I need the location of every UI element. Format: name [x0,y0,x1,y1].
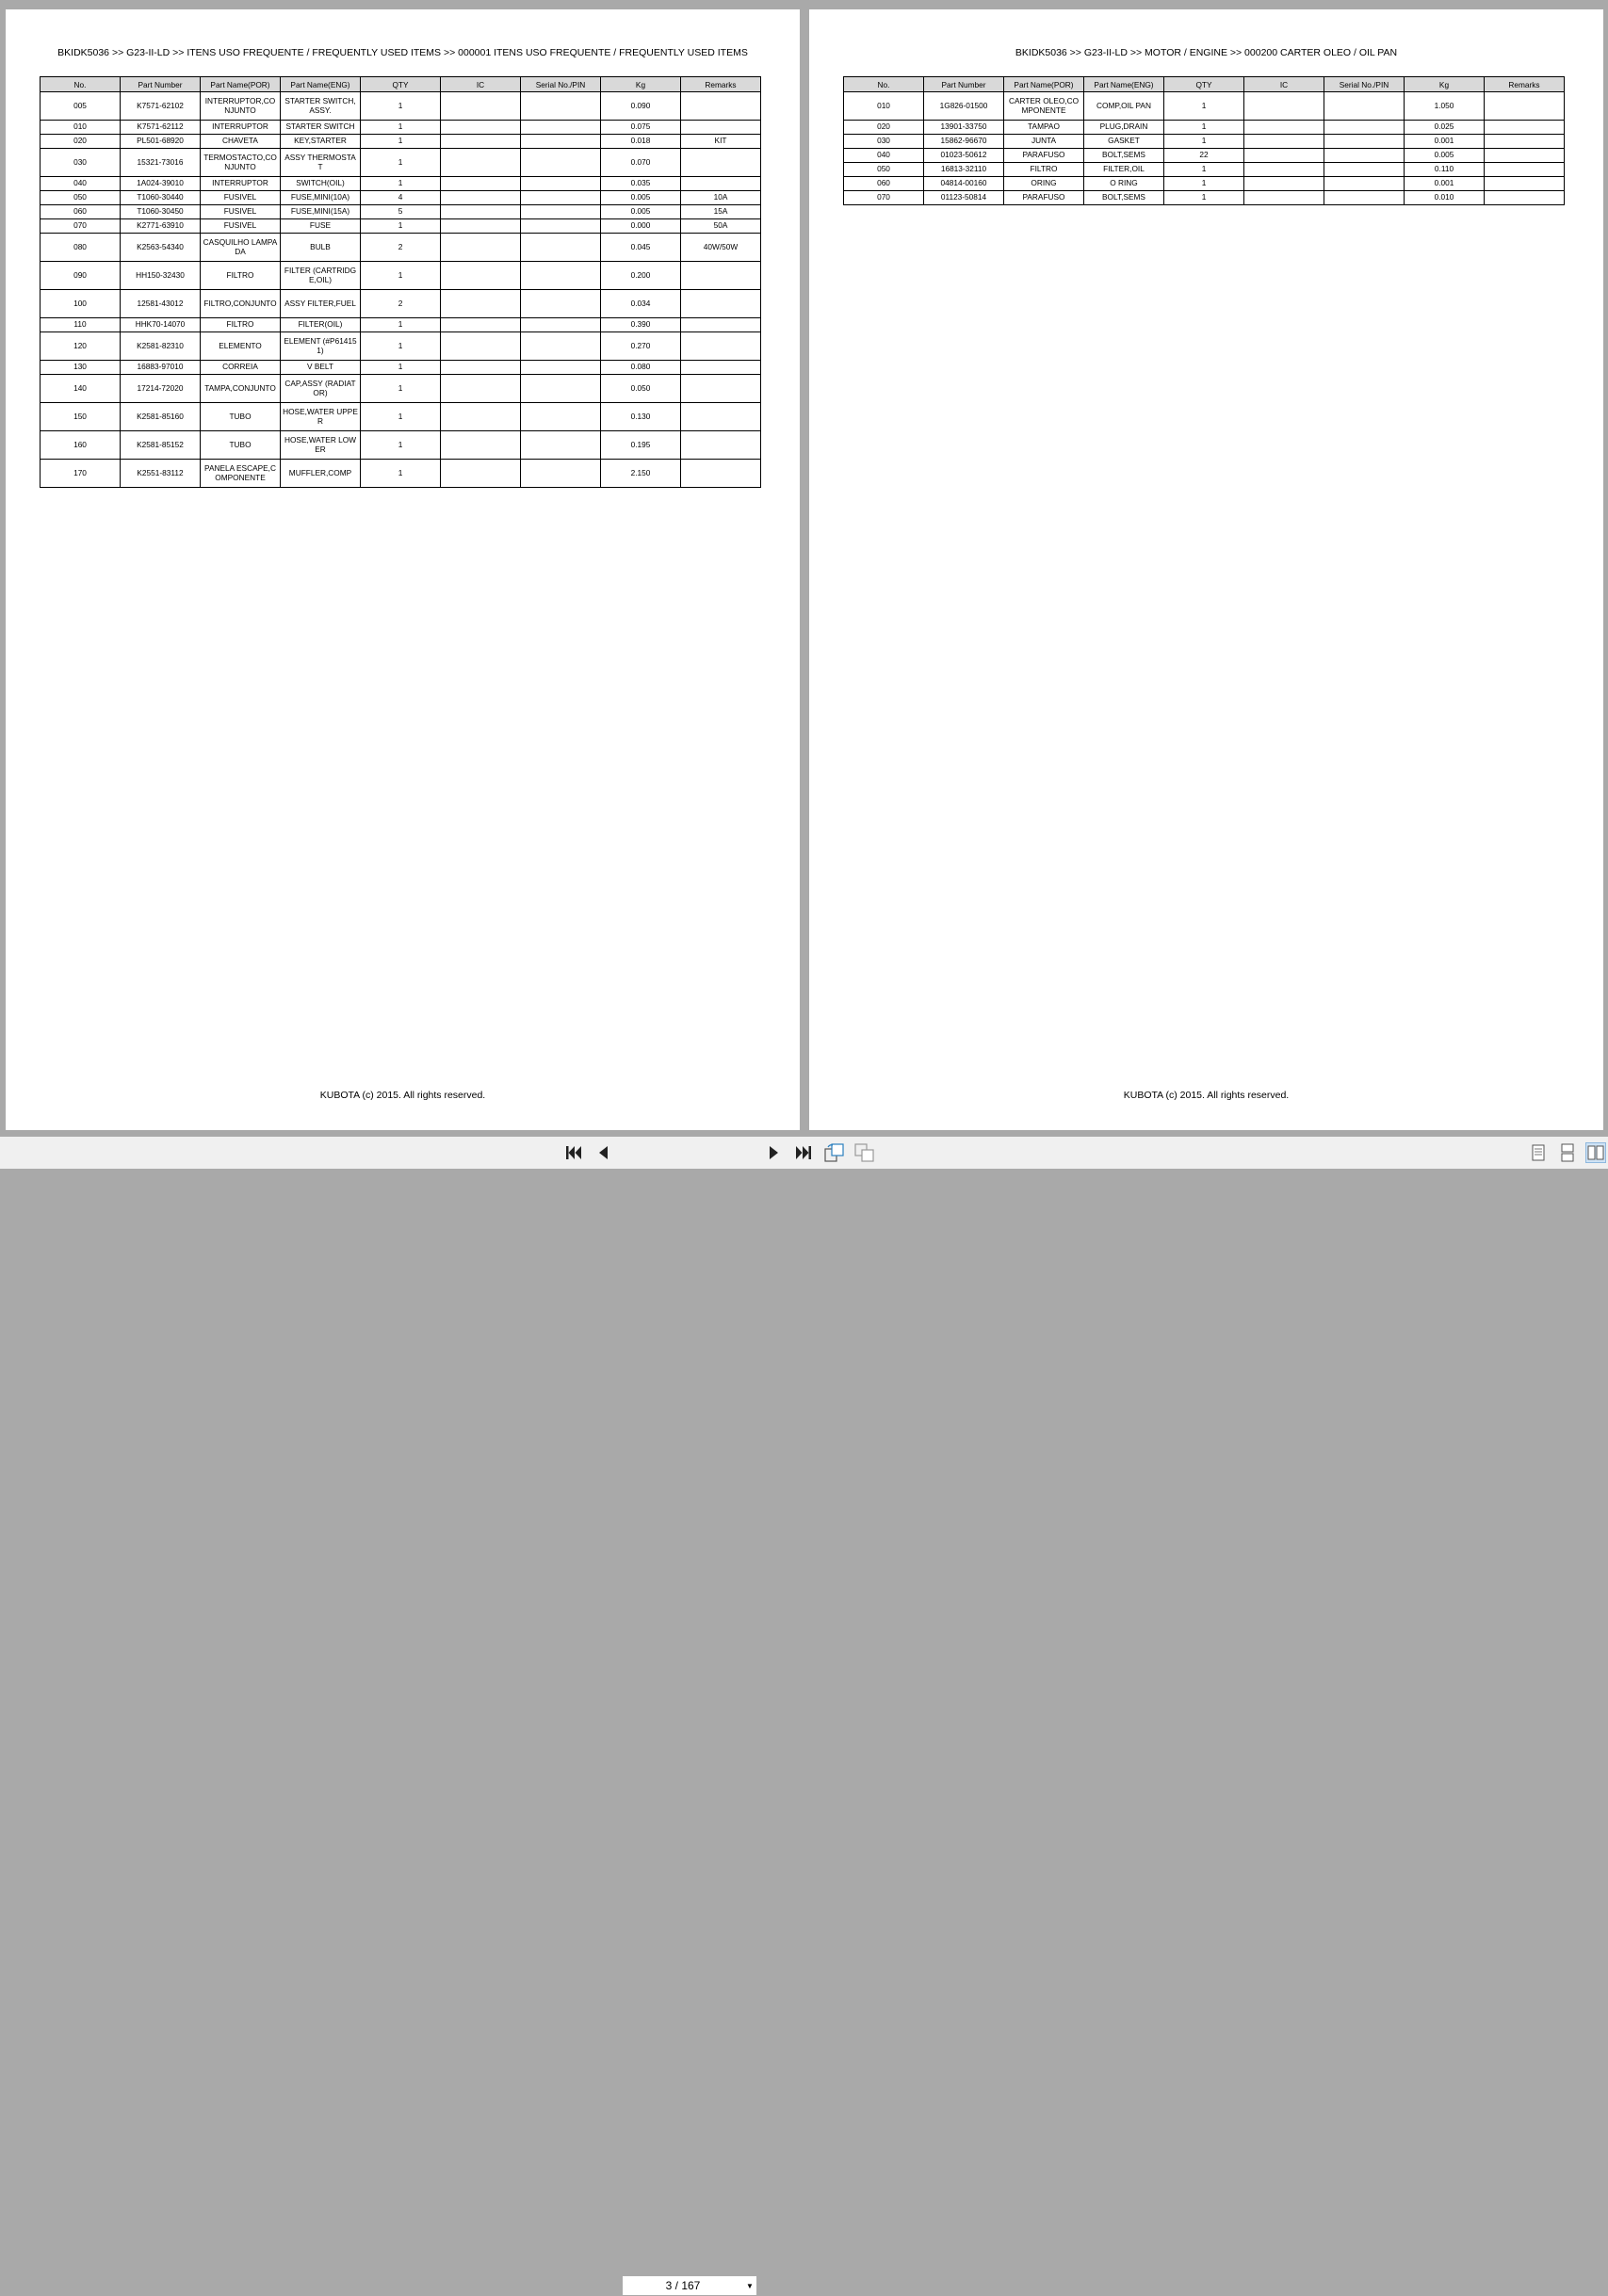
table-cell: 1 [1164,177,1244,191]
table-cell: 0.050 [601,375,681,403]
table-cell: 1 [1164,121,1244,135]
table-cell [681,460,761,488]
table-cell: 070 [41,219,121,234]
column-header: Kg [1405,77,1485,92]
table-cell: HOSE,WATER LOWER [281,431,361,460]
table-cell: 0.270 [601,332,681,361]
table-cell [441,431,521,460]
table-cell [441,219,521,234]
table-cell: 020 [844,121,924,135]
table-cell: GASKET [1084,135,1164,149]
table-cell: 16883-97010 [121,361,201,375]
column-header: IC [1244,77,1324,92]
table-cell: 120 [41,332,121,361]
table-cell: 050 [41,191,121,205]
select-icon[interactable] [853,1142,876,1163]
table-cell: INTERRUPTOR [201,177,281,191]
table-cell: KIT [681,135,761,149]
table-row [41,177,761,191]
table-cell [521,290,601,318]
table-cell: 1 [1164,191,1244,205]
table-cell: BULB [281,234,361,262]
table-cell: 13901-33750 [924,121,1004,135]
table-cell [521,219,601,234]
table-cell [441,318,521,332]
table-header-row [41,77,761,92]
table-cell: 16813-32110 [924,163,1004,177]
table-cell: 040 [844,149,924,163]
next-page-icon[interactable] [765,1142,784,1163]
table-cell [1244,121,1324,135]
table-cell: ASSY FILTER,FUEL [281,290,361,318]
column-header: Part Name(POR) [1004,77,1084,92]
table-cell [1324,135,1405,149]
table-cell: 100 [41,290,121,318]
table-cell [1485,191,1565,205]
table-cell [1244,191,1324,205]
table-cell: FUSE,MINI(15A) [281,205,361,219]
table-cell: 1 [361,262,441,290]
table-cell: 15321-73016 [121,149,201,177]
table-row [41,361,761,375]
table-cell: 1 [361,460,441,488]
table-row [41,121,761,135]
column-header: Kg [601,77,681,92]
page-header: BKIDK5036 >> G23-II-LD >> ITENS USO FREQUENTE / FREQUENTLY USED ITEMS >> 000001 ITENS USO FREQUENTE / FREQUENTLY USED ITEMS [57,47,748,58]
table-row [41,205,761,219]
table-row [41,431,761,460]
table-cell [521,149,601,177]
table-cell: 0.080 [601,361,681,375]
table-cell: 1 [361,431,441,460]
table-cell [441,149,521,177]
table-cell: 0.090 [601,92,681,121]
table-cell [1324,163,1405,177]
column-header: Remarks [1485,77,1565,92]
pdf-page-right [809,9,1603,1130]
table-cell: STARTER SWITCH [281,121,361,135]
table-cell: 1 [1164,163,1244,177]
table-cell [1244,163,1324,177]
table-cell: 1 [361,332,441,361]
column-header: No. [844,77,924,92]
table-cell [521,403,601,431]
table-cell: FILTER (CARTRIDGE,OIL) [281,262,361,290]
table-cell: K7571-62102 [121,92,201,121]
table-cell: COMP,OIL PAN [1084,92,1164,121]
table-cell [521,361,601,375]
table-cell: T1060-30450 [121,205,201,219]
table-cell: CORREIA [201,361,281,375]
table-cell: 020 [41,135,121,149]
table-cell: TAMPA,CONJUNTO [201,375,281,403]
column-header: QTY [361,77,441,92]
table-cell: 1 [361,318,441,332]
table-row [41,262,761,290]
table-cell [681,332,761,361]
table-cell [1485,135,1565,149]
table-cell [1324,92,1405,121]
table-cell: FILTRO [201,262,281,290]
parts-table [843,76,1565,205]
table-cell: 1 [1164,92,1244,121]
table-cell: JUNTA [1004,135,1084,149]
table-cell [681,403,761,431]
table-cell: PARAFUSO [1004,149,1084,163]
table-row [41,135,761,149]
table-row [41,403,761,431]
table-cell: FILTER(OIL) [281,318,361,332]
table-cell [681,92,761,121]
table-cell: 17214-72020 [121,375,201,403]
table-cell: STARTER SWITCH,ASSY. [281,92,361,121]
table-cell [441,332,521,361]
table-cell: FUSE,MINI(10A) [281,191,361,205]
column-header: IC [441,77,521,92]
table-cell: FUSIVEL [201,191,281,205]
page-footer: KUBOTA (c) 2015. All rights reserved. [319,1090,486,1101]
table-cell: 0.010 [1405,191,1485,205]
table-cell: 1.050 [1405,92,1485,121]
table-cell [441,290,521,318]
table-cell [441,121,521,135]
table-cell: 5 [361,205,441,219]
table-cell [521,135,601,149]
table-row [41,191,761,205]
table-cell: ORING [1004,177,1084,191]
table-cell: 070 [844,191,924,205]
table-cell [441,177,521,191]
continuous-icon[interactable] [1559,1142,1576,1163]
table-cell: 160 [41,431,121,460]
page-footer: KUBOTA (c) 2015. All rights reserved. [1123,1090,1290,1101]
table-cell: 1 [1164,135,1244,149]
table-cell: FILTER,OIL [1084,163,1164,177]
page-indicator: 3 / 167 [665,2279,701,2292]
table-cell: 010 [844,92,924,121]
table-cell: 40W/50W [681,234,761,262]
table-cell: HOSE,WATER UPPER [281,403,361,431]
column-header: Part Number [924,77,1004,92]
table-row [41,149,761,177]
table-cell: 04814-00160 [924,177,1004,191]
table-cell [1485,149,1565,163]
table-cell: 2 [361,234,441,262]
table-cell: 1 [361,177,441,191]
table-cell: PL501-68920 [121,135,201,149]
table-cell [1324,149,1405,163]
table-cell: 0.018 [601,135,681,149]
table-cell [1324,177,1405,191]
column-header: Part Name(POR) [201,77,281,92]
table-cell: 0.005 [601,205,681,219]
table-cell [1244,149,1324,163]
table-cell: K2771-63910 [121,219,201,234]
table-cell: 15A [681,205,761,219]
table-cell: FUSIVEL [201,205,281,219]
table-cell: CASQUILHO LAMPADA [201,234,281,262]
rotate-icon[interactable] [823,1142,846,1163]
table-cell: SWITCH(OIL) [281,177,361,191]
table-cell: 1A024-39010 [121,177,201,191]
table-cell: K7571-62112 [121,121,201,135]
table-cell: 050 [844,163,924,177]
table-cell: TUBO [201,403,281,431]
column-header: Part Number [121,77,201,92]
table-cell [681,318,761,332]
table-cell: 50A [681,219,761,234]
table-cell: 01023-50612 [924,149,1004,163]
table-row [844,191,1565,205]
table-cell [1244,177,1324,191]
table-cell: K2581-82310 [121,332,201,361]
table-cell: 140 [41,375,121,403]
table-cell: 4 [361,191,441,205]
table-cell: 0.045 [601,234,681,262]
table-cell: 0.070 [601,149,681,177]
table-cell: 15862-96670 [924,135,1004,149]
table-row [844,177,1565,191]
column-header: Remarks [681,77,761,92]
table-row [41,219,761,234]
table-cell: 030 [41,149,121,177]
table-cell: 110 [41,318,121,332]
table-cell: 060 [41,205,121,219]
table-cell: 0.195 [601,431,681,460]
last-page-icon[interactable] [793,1142,814,1163]
table-cell: BOLT,SEMS [1084,191,1164,205]
table-cell: 005 [41,92,121,121]
table-cell: 2 [361,290,441,318]
table-cell: BOLT,SEMS [1084,149,1164,163]
table-cell [681,177,761,191]
table-row [844,163,1565,177]
table-row [41,290,761,318]
table-cell [521,191,601,205]
table-cell: 1 [361,121,441,135]
table-cell [521,332,601,361]
table-cell: K2581-85160 [121,403,201,431]
table-cell [1485,177,1565,191]
column-header: QTY [1164,77,1244,92]
table-cell: 1G826-01500 [924,92,1004,121]
table-cell: 2.150 [601,460,681,488]
table-row [844,121,1565,135]
table-cell: 0.390 [601,318,681,332]
table-cell: 080 [41,234,121,262]
table-cell: 1 [361,375,441,403]
table-row [844,149,1565,163]
table-cell: TUBO [201,431,281,460]
table-cell [1485,92,1565,121]
table-cell: 0.005 [1405,149,1485,163]
table-cell: 130 [41,361,121,375]
table-cell: 0.200 [601,262,681,290]
table-cell: 0.001 [1405,177,1485,191]
table-cell [521,92,601,121]
table-cell: 12581-43012 [121,290,201,318]
table-cell [441,403,521,431]
prev-page-icon[interactable] [593,1142,612,1163]
table-row [41,234,761,262]
single-page-icon[interactable] [1530,1142,1547,1163]
table-cell: ELEMENT (#P614151) [281,332,361,361]
column-header: Part Name(ENG) [1084,77,1164,92]
viewer-toolbar [0,1137,1608,2292]
table-cell: K2581-85152 [121,431,201,460]
table-cell: 0.110 [1405,163,1485,177]
table-cell [441,361,521,375]
table-cell: 0.025 [1405,121,1485,135]
table-cell [681,375,761,403]
table-cell: O RING [1084,177,1164,191]
table-cell [521,234,601,262]
table-row [41,375,761,403]
table-cell [441,460,521,488]
table-cell [681,290,761,318]
table-cell [1324,191,1405,205]
table-cell: 030 [844,135,924,149]
table-row [41,332,761,361]
table-row [844,92,1565,121]
table-cell [521,121,601,135]
table-cell: 1 [361,403,441,431]
table-cell [521,262,601,290]
table-cell [441,135,521,149]
column-header: Part Name(ENG) [281,77,361,92]
table-cell: FILTRO [201,318,281,332]
table-cell: HH150-32430 [121,262,201,290]
table-cell [1485,121,1565,135]
parts-table [40,76,761,488]
table-cell: PANELA ESCAPE,COMPONENTE [201,460,281,488]
page-header: BKIDK5036 >> G23-II-LD >> MOTOR / ENGINE >> 000200 CARTER OLEO / OIL PAN [1015,47,1398,58]
table-cell: CAP,ASSY (RADIATOR) [281,375,361,403]
table-cell: HHK70-14070 [121,318,201,332]
table-cell: 0.130 [601,403,681,431]
table-cell: 1 [361,92,441,121]
table-cell: 0.000 [601,219,681,234]
table-cell: PARAFUSO [1004,191,1084,205]
table-cell: 1 [361,219,441,234]
table-cell: INTERRUPTOR [201,121,281,135]
table-cell: 040 [41,177,121,191]
table-cell [521,318,601,332]
table-cell: 0.034 [601,290,681,318]
table-cell: TAMPAO [1004,121,1084,135]
table-cell: 22 [1164,149,1244,163]
table-cell: FUSE [281,219,361,234]
table-cell: 170 [41,460,121,488]
table-cell [681,431,761,460]
column-header: No. [41,77,121,92]
table-cell [521,460,601,488]
table-cell: KEY,STARTER [281,135,361,149]
table-row [41,460,761,488]
table-cell: K2563-54340 [121,234,201,262]
table-cell [521,431,601,460]
table-cell: 060 [844,177,924,191]
table-cell: 10A [681,191,761,205]
table-cell [1485,163,1565,177]
table-cell [681,149,761,177]
table-cell: MUFFLER,COMP [281,460,361,488]
table-cell [1244,135,1324,149]
table-cell: FILTRO [1004,163,1084,177]
table-cell: ASSY THERMOSTAT [281,149,361,177]
table-header-row [844,77,1565,92]
table-cell [441,375,521,403]
table-cell: K2551-83112 [121,460,201,488]
table-cell [681,361,761,375]
table-cell: FILTRO,CONJUNTO [201,290,281,318]
table-cell [521,375,601,403]
table-cell: 010 [41,121,121,135]
table-cell: V BELT [281,361,361,375]
table-cell [521,205,601,219]
table-cell [441,92,521,121]
table-cell: 0.075 [601,121,681,135]
table-cell [1324,121,1405,135]
table-cell: 0.001 [1405,135,1485,149]
table-cell: PLUG,DRAIN [1084,121,1164,135]
table-cell: 1 [361,149,441,177]
table-cell: CHAVETA [201,135,281,149]
table-cell: CARTER OLEO,COMPONENTE [1004,92,1084,121]
pdf-page-left [6,9,800,1130]
table-cell: FUSIVEL [201,219,281,234]
table-cell: 1 [361,135,441,149]
table-cell [681,121,761,135]
table-cell: 01123-50814 [924,191,1004,205]
chevron-down-icon[interactable]: ▼ [746,2281,754,2290]
table-cell: ELEMENTO [201,332,281,361]
table-cell: TERMOSTACTO,CONJUNTO [201,149,281,177]
table-cell [441,262,521,290]
table-cell [681,262,761,290]
page-number-field[interactable] [622,2275,757,2296]
table-cell [1244,92,1324,121]
table-row [41,318,761,332]
column-header: Serial No./PIN [1324,77,1405,92]
table-cell [441,205,521,219]
first-page-icon[interactable] [563,1142,584,1163]
table-cell [441,191,521,205]
table-row [41,92,761,121]
table-cell: INTERRUPTOR,CONJUNTO [201,92,281,121]
table-cell [441,234,521,262]
table-cell: 1 [361,361,441,375]
two-page-icon[interactable] [1585,1142,1606,1163]
column-header: Serial No./PIN [521,77,601,92]
table-cell: T1060-30440 [121,191,201,205]
table-cell: 090 [41,262,121,290]
table-cell: 0.035 [601,177,681,191]
table-cell: 0.005 [601,191,681,205]
table-row [844,135,1565,149]
table-cell: 150 [41,403,121,431]
table-cell [521,177,601,191]
